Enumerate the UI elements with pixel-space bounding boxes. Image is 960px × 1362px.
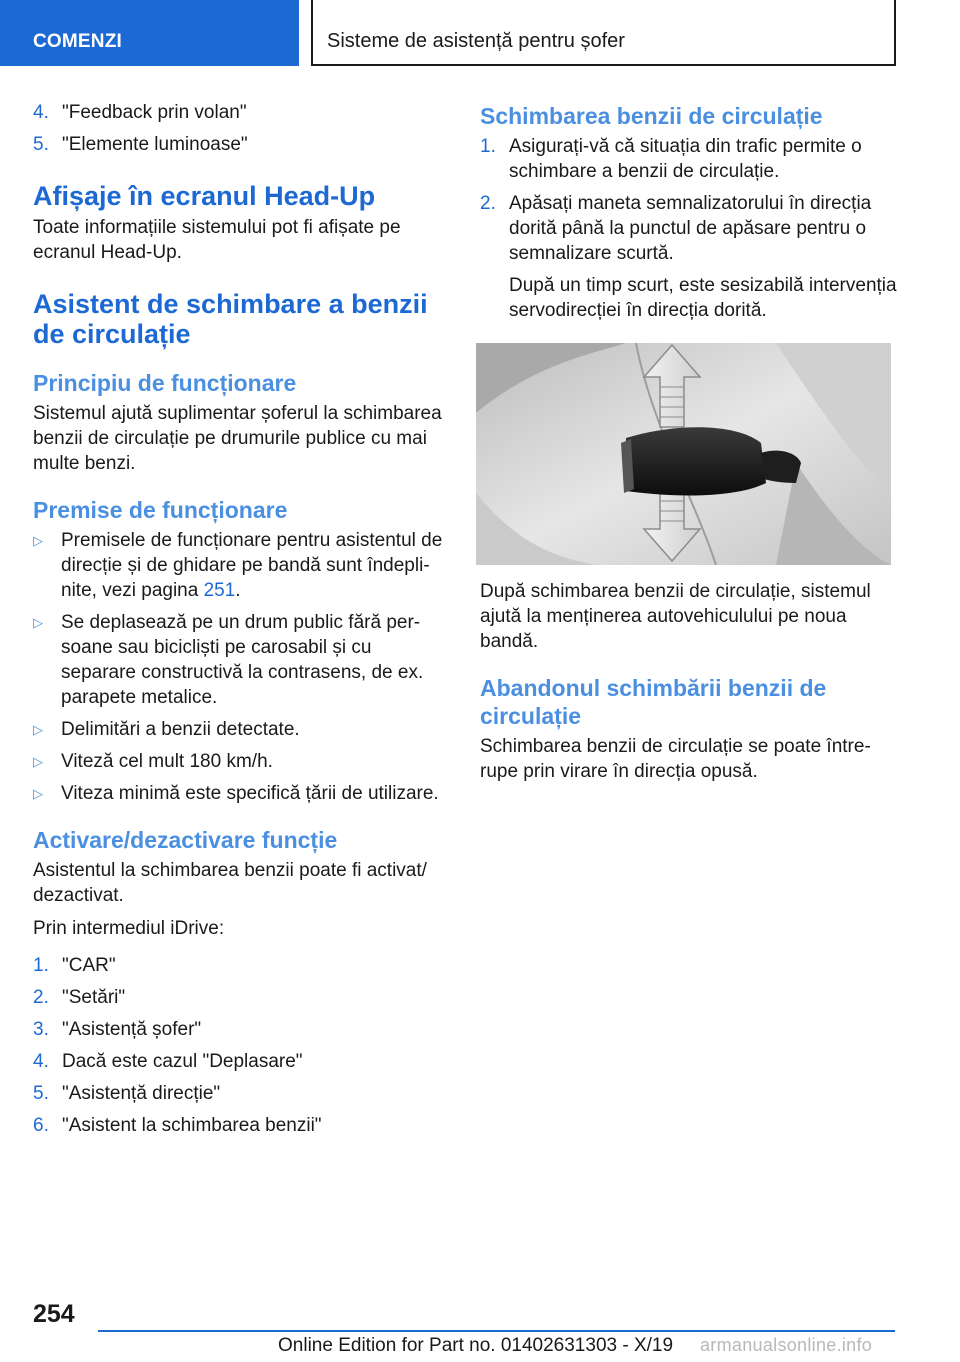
hud-text: Toate informațiile sistemului pot fi afișate pe ecranul Head-Up. xyxy=(33,217,401,263)
item-text: "Setări" xyxy=(62,987,126,1008)
edition-text: Online Edition for Part no. 01402631303 - X/19 xyxy=(278,1335,674,1356)
bullet-item xyxy=(33,717,451,742)
item-number: 4. xyxy=(33,102,49,123)
triangle-bullet-icon: ▷ xyxy=(33,754,43,769)
list-item xyxy=(33,132,451,157)
item-number: 5. xyxy=(33,134,49,155)
bullet-text: Viteză cel mult 180 km/h. xyxy=(61,751,273,772)
bullet-item xyxy=(33,781,451,806)
lca-heading: Asistent de schimbare a benzii de circulație xyxy=(33,289,428,349)
item-text: Apăsați maneta semnalizatorului în direcția dorită până la punctul de apăsare pentru o semnalizare scurtă. xyxy=(509,193,872,264)
list-item xyxy=(480,191,900,266)
abort-heading: Abandonul schimbării benzii de circulație xyxy=(480,675,827,729)
page-header xyxy=(0,0,960,66)
watermark: armanualsonline.info xyxy=(700,1335,873,1355)
chapter-tab: COMENZI xyxy=(0,0,299,66)
item-text: "Feedback prin volan" xyxy=(62,102,247,123)
bullet-text: Delimitări a benzii detectate. xyxy=(61,719,300,740)
premises-heading: Premise de funcționare xyxy=(33,497,288,523)
item-number: 1. xyxy=(33,955,49,976)
bullet-item xyxy=(33,749,451,774)
change-heading: Schimbarea benzii de circulație xyxy=(480,103,823,129)
list-item xyxy=(480,134,900,184)
list-item xyxy=(33,1113,451,1138)
triangle-bullet-icon: ▷ xyxy=(33,615,43,630)
list-item xyxy=(33,100,451,125)
item-text: "Asistență direcție" xyxy=(62,1083,221,1104)
hud-heading: Afișaje în ecranul Head-Up xyxy=(33,181,376,211)
turn-signal-lever-illustration xyxy=(476,343,891,565)
idrive-text: Prin intermediul iDrive: xyxy=(33,918,225,939)
triangle-bullet-icon: ▷ xyxy=(33,722,43,737)
item-text: "Elemente luminoase" xyxy=(62,134,248,155)
item-number: 6. xyxy=(33,1115,49,1136)
list-item xyxy=(33,1081,451,1106)
item-text: Dacă este cazul "Deplasare" xyxy=(62,1051,303,1072)
item-text: Asigurați-vă că situația din trafic permite o schimbare a benzii de circulație. xyxy=(509,136,862,182)
item-number: 2. xyxy=(33,987,49,1008)
list-item xyxy=(33,1049,451,1074)
abort-text: Schimbarea benzii de circulație se poate întrerupe prin virare în direcția opusă. xyxy=(480,736,871,782)
principle-heading: Principiu de funcționare xyxy=(33,370,297,396)
page-number: 254 xyxy=(33,1300,75,1328)
right-column xyxy=(480,100,900,792)
principle-text: Sistemul ajută suplimentar șoferul la schimbarea benzii de circulație pe drumurile publice cu mai multe benzi. xyxy=(33,403,442,474)
triangle-bullet-icon: ▷ xyxy=(33,533,43,548)
bullet-text: Premisele de funcționare pentru asistentul de direcție și de ghidare pe bandă sunt îndeplinite, vezi pagina 251. xyxy=(61,530,443,601)
item-number: 3. xyxy=(33,1019,49,1040)
item-number: 5. xyxy=(33,1083,49,1104)
bullet-text: Se deplasează pe un drum public fără persoane sau bicicliști pe carosabil și cu separare constructivă la contrasens, de ex. parapete metalice. xyxy=(61,612,424,708)
step-note: După un timp scurt, este sesizabilă intervenția servodirecției în direcția dorită. xyxy=(509,275,897,321)
list-item xyxy=(33,953,451,978)
footer-divider xyxy=(98,1330,895,1332)
list-item xyxy=(33,1017,451,1042)
section-title: Sisteme de asistență pentru șofer xyxy=(311,0,896,66)
item-number: 4. xyxy=(33,1051,49,1072)
list-item xyxy=(33,985,451,1010)
item-text: "Asistență șofer" xyxy=(62,1019,202,1040)
after-change-text: După schimbarea benzii de circulație, sistemul ajută la menținerea autovehiculului pe noua bandă. xyxy=(480,581,871,652)
activation-text: Asistentul la schimbarea benzii poate fi activat/ dezactivat. xyxy=(33,860,427,906)
left-column xyxy=(33,100,451,1145)
bullet-text: Viteza minimă este specifică țării de utilizare. xyxy=(61,783,439,804)
lever-figure-svg xyxy=(476,343,891,565)
activation-heading: Activare/dezactivare funcție xyxy=(33,827,338,853)
item-text: "CAR" xyxy=(62,955,116,976)
item-number: 1. xyxy=(480,136,496,157)
triangle-bullet-icon: ▷ xyxy=(33,786,43,801)
item-number: 2. xyxy=(480,193,496,214)
item-text: "Asistent la schimbarea benzii" xyxy=(62,1115,322,1136)
bullet-item xyxy=(33,528,451,603)
bullet-item xyxy=(33,610,451,710)
page-link[interactable]: 251 xyxy=(203,580,236,601)
